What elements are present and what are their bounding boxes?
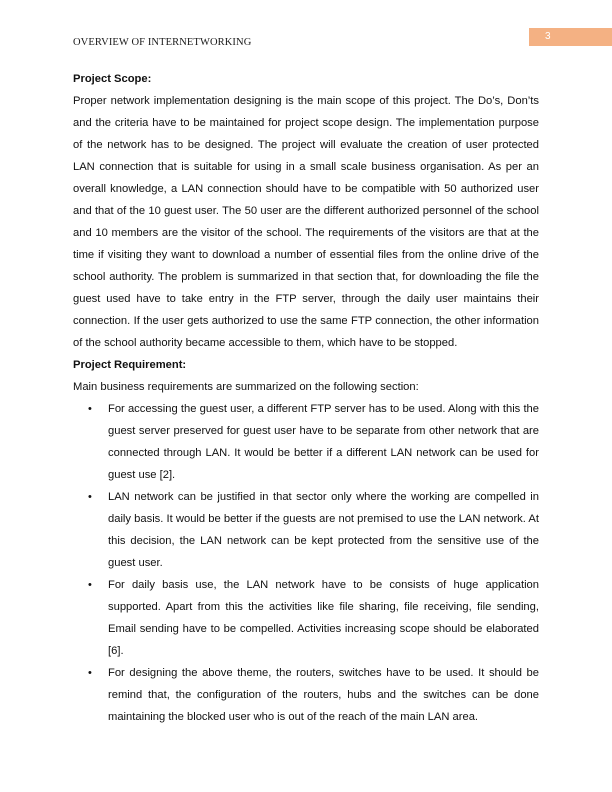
list-item-text: For accessing the guest user, a different FTP server has to be used. Along with this the guest server preserved for guest user have to be separate from other network that are connected through LAN. It would be better if a different LAN network can be used for guest use [2]. xyxy=(108,403,539,481)
list-item xyxy=(73,662,539,728)
list-item-text: LAN network can be justified in that sector only where the working are compelled in daily basis. It would be better if the guests are not premised to use the LAN network. At this decision, the LAN network can be kept protected from the sensitive use of the guest user. xyxy=(108,491,539,569)
page-number-badge: 3 xyxy=(529,28,612,46)
running-header-title: OVERVIEW OF INTERNETWORKING xyxy=(73,37,252,48)
list-item xyxy=(73,486,539,574)
requirements-list xyxy=(73,398,539,728)
list-item-text: For daily basis use, the LAN network have to be consists of huge application supported. Apart from this the activities like file sharing, file receiving, file sending, Email sending have to be compelled. Activities increasing scope should be elaborated [6]. xyxy=(108,579,539,657)
bullet-icon: • xyxy=(88,491,92,503)
project-scope-paragraph: Proper network implementation designing is the main scope of this project. The Do’s, Don’ts and the criteria have to be maintained for project scope design. The implementation purpose of the network has to be designed. The project will evaluate the creation of user protected LAN connection that is suitable for using in a small scale business organisation. As per an overall knowledge, a LAN connection should have to be compatible with 50 authorized user and that of the 10 guest user. The 50 user are the different authorized personnel of the school and 10 members are the visitor of the school. The requirements of the visitors are that at the time if visiting they want to download a number of essential files from the online drive of the school authority. The problem is summarized in that section that, for downloading the file the guest used have to take entry in the FTP server, through the daily user maintains their connection. If the user gets authorized to use the same FTP connection, the other information of the school authority became accessible to them, which have to be stopped. xyxy=(73,95,539,349)
list-item xyxy=(73,398,539,486)
bullet-icon: • xyxy=(88,579,92,591)
document-body xyxy=(73,68,539,728)
list-item-text: For designing the above theme, the routers, switches have to be used. It should be remind that, the configuration of the routers, hubs and the switches can be done maintaining the blocked user who is out of the reach of the main LAN area. xyxy=(108,667,539,723)
bullet-icon: • xyxy=(88,667,92,679)
list-item xyxy=(73,574,539,662)
project-requirement-heading: Project Requirement: xyxy=(73,359,187,371)
bullet-icon: • xyxy=(88,403,92,415)
requirements-intro: Main business requirements are summarized on the following section: xyxy=(73,381,419,393)
project-scope-heading: Project Scope: xyxy=(73,73,152,85)
